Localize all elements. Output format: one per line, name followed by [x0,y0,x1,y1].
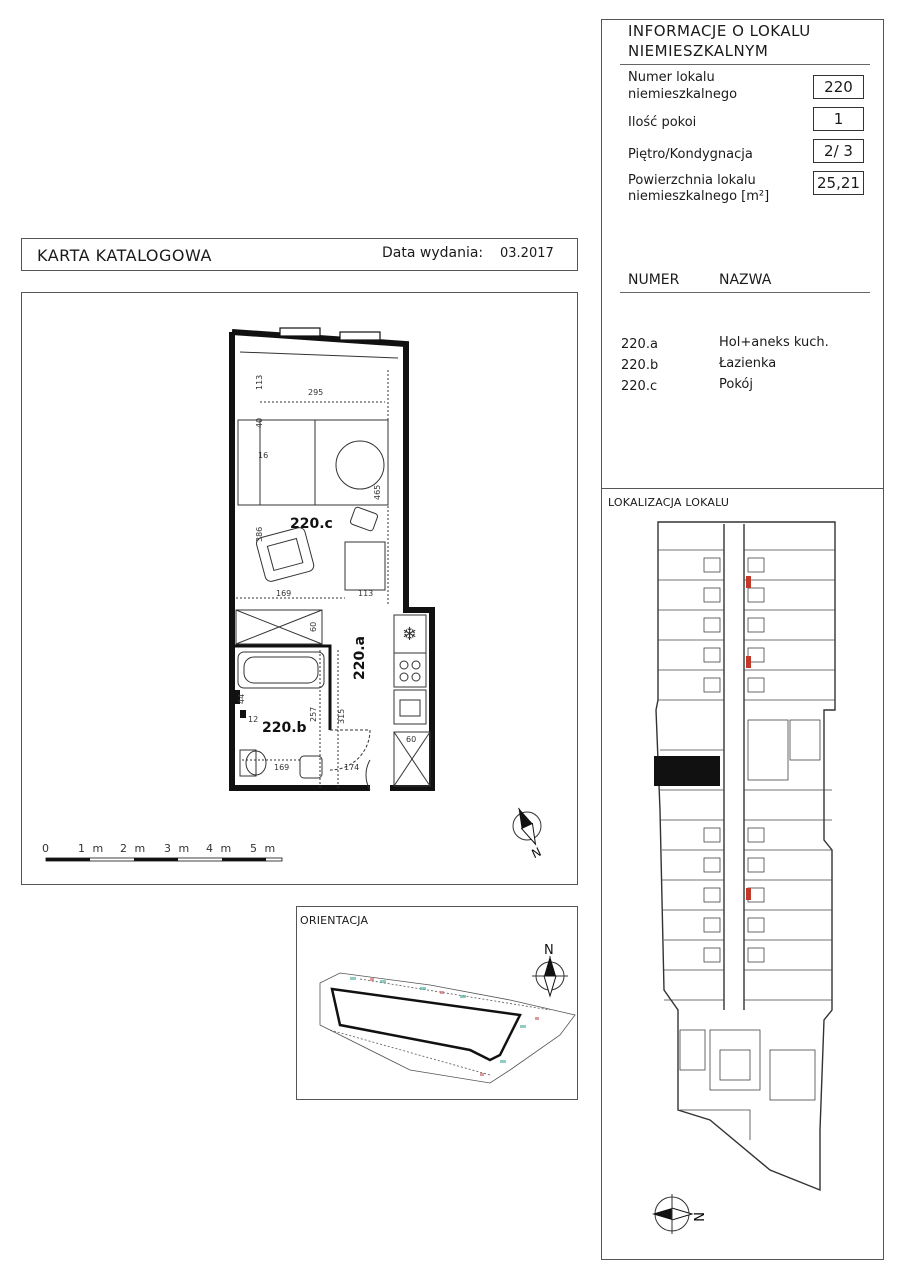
room-number-b: 220.b [621,358,659,373]
room-label-a: 220.a [352,636,368,680]
dim-174: 174 [344,763,360,772]
location-north-label: N [690,1212,705,1222]
info-value-unit-number: 220 [813,75,864,99]
dim-315: 315 [337,708,346,724]
scale-label-2: 2 m [120,842,148,855]
rooms-header-name: NAZWA [719,272,772,288]
dim-40: 40 [255,417,264,428]
dim-386: 386 [255,526,264,542]
room-label-c: 220.c [290,516,333,532]
location-divider [601,488,884,489]
orientation-title: ORIENTACJA [300,914,369,927]
info-label-area-2: niemieszkalnego [m²] [628,189,770,204]
orientation-north-arrow [528,940,578,1002]
info-label-unit-number: Numer lokalu [628,70,715,85]
scale-bar [40,840,290,864]
dim-257: 257 [309,706,318,722]
rooms-header-divider [620,292,870,293]
dim-60-wardrobe: 60 [309,621,318,632]
svg-text:❄: ❄ [402,624,418,645]
room-name-a: Hol+aneks kuch. [719,335,829,350]
info-value-area: 25,21 [813,171,864,195]
info-label-rooms: Ilość pokoi [628,115,697,130]
location-title: LOKALIZACJA LOKALU [608,496,730,509]
dim-44: 44 [237,693,246,704]
room-name-c: Pokój [719,377,753,392]
orientation-north-label: N [544,943,554,958]
info-value-floor: 2/ 3 [813,139,864,163]
location-north-arrow [648,1190,708,1240]
rooms-header-number: NUMER [628,272,680,288]
room-number-c: 220.c [621,379,658,394]
info-value-rooms: 1 [813,107,864,131]
room-name-b: Łazienka [719,356,777,371]
info-title-line2: NIEMIESZKALNYM [628,42,769,60]
scale-label-5: 5 m [250,842,278,855]
highlighted-unit [654,756,720,786]
dim-295: 295 [308,388,324,397]
scale-label-1: 1 m [78,842,106,855]
dim-60-kitchen: 60 [406,735,417,744]
dim-169-bottom: 169 [274,763,290,772]
location-plan [620,510,870,1200]
card-date-value: 03.2017 [500,246,554,261]
room-label-b: 220.b [262,720,307,736]
scale-label-4: 4 m [206,842,234,855]
dim-12: 12 [248,715,259,724]
info-label-area: Powierzchnia lokalu [628,173,756,188]
dim-113-bottom: 113 [358,589,374,598]
info-title-line1: INFORMACJE O LOKALU [628,22,811,40]
dim-465: 465 [373,484,382,500]
dim-16: 16 [258,451,269,460]
info-label-floor: Piętro/Kondygnacja [628,147,753,162]
plan-north-label: N [529,844,544,861]
dim-169-top: 169 [276,589,292,598]
room-number-a: 220.a [621,337,658,352]
scale-label-0: 0 [42,842,51,855]
scale-label-3: 3 m [164,842,192,855]
info-title-divider [620,64,870,65]
dim-113-top: 113 [255,374,264,390]
card-date-label: Data wydania: [382,245,484,261]
plan-north-arrow [505,798,555,863]
card-title: KARTA KATALOGOWA [37,246,212,265]
info-label-unit-number-2: niemieszkalnego [628,87,738,102]
floor-plan [220,320,445,795]
